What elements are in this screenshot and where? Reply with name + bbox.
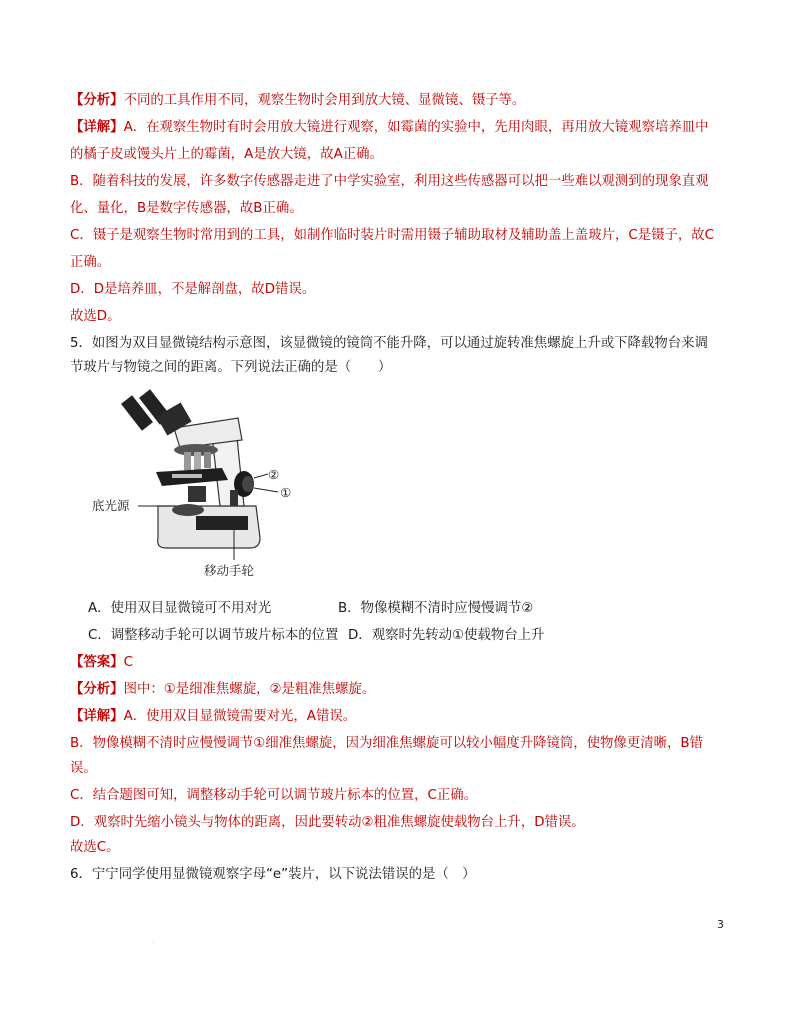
detail-line-c: C．镊子是观察生物时常用到的工具，如制作临时装片时需用镊子辅助取材及辅助盖上盖玻片，C是镊子，故C [70,228,715,243]
answer-choose: 故选C。 [70,840,120,855]
label-move-wheel: 移动手轮 [204,563,255,578]
label-coarse-focus: ② [268,467,280,482]
detail-line-b: B．随着科技的发展，许多数字传感器走进了中学实验室，利用这些传感器可以把一些难以观测到的现象直观 [70,174,709,189]
question-6: 6．宁宁同学使用显微镜观察字母“e”装片，以下说法错误的是（ ） [70,867,476,882]
answer-analysis-line: 【分析】图中：①是细准焦螺旋，②是粗准焦螺旋。 [70,682,376,697]
label-fine-focus: ① [280,485,292,500]
option-d: D．观察时先转动①使载物台上升 [348,628,545,643]
question-5-line-2: 节玻片与物镜之间的距离。下列说法正确的是（ ） [70,360,392,375]
detail-line-d: D．D是培养皿，不是解剖盘，故D错误。 [70,282,316,297]
footer-dot: . [152,936,155,945]
answer-detail-d: D．观察时先缩小镜头与物体的距离，因此要转动②粗准焦螺旋使载物台上升，D错误。 [70,815,585,830]
question-5-line-1: 5．如图为双目显微镜结构示意图，该显微镜的镜筒不能升降，可以通过旋转准焦螺旋上升或下降载物台来调 [70,336,708,351]
option-c: C．调整移动手轮可以调节玻片标本的位置 [88,628,339,643]
choose-line: 故选D。 [70,309,121,324]
detail-line-b2: 化、量化，B是数字传感器，故B正确。 [70,201,303,216]
option-b: B．物像模糊不清时应慢慢调节② [338,601,534,616]
microscope-illustration [88,388,328,584]
microscope-figure [88,388,328,584]
detail-line-a2: 的橘子皮或馒头片上的霉菌，A是放大镜，故A正确。 [70,147,383,162]
label-bottom-light: 底光源 [92,498,130,513]
option-a: A．使用双目显微镜可不用对光 [88,601,272,616]
answer-detail-c: C．结合题图可知，调整移动手轮可以调节玻片标本的位置，C正确。 [70,788,478,803]
answer-detail-a: 【详解】A．使用双目显微镜需要对光，A错误。 [70,709,357,724]
analysis-line: 【分析】不同的工具作用不同，观察生物时会用到放大镜、显微镜、镊子等。 [70,93,526,108]
detail-line-c2: 正确。 [70,255,111,270]
answer-detail-b2: 误。 [70,761,97,776]
answer-line: 【答案】C [70,655,133,670]
answer-detail-b1: B．物像模糊不清时应慢慢调节①细准焦螺旋，因为细准焦螺旋可以较小幅度升降镜筒，使物像更清晰，B错 [70,736,703,751]
detail-line-a: 【详解】A．在观察生物时有时会用放大镜进行观察，如霉菌的实验中，先用肉眼，再用放大镜观察培养皿中 [70,120,709,135]
page-number: 3 [717,918,724,931]
